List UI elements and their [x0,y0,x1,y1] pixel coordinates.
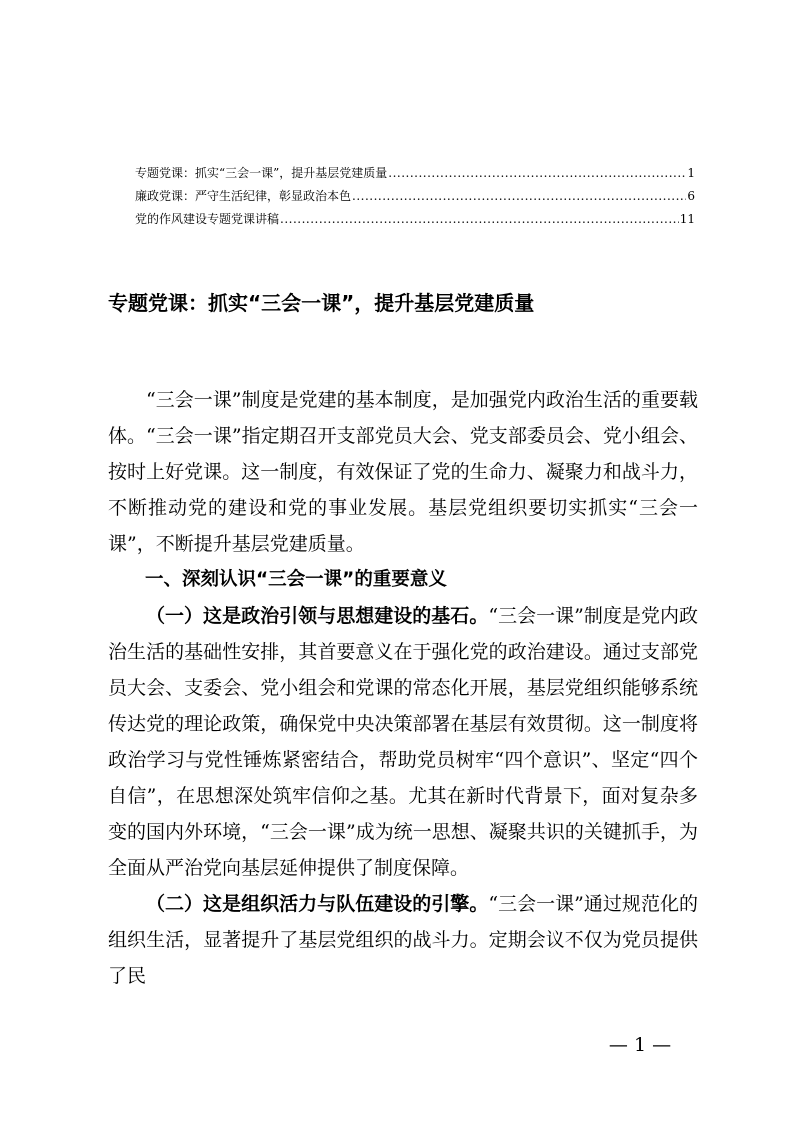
section-heading: 一、深刻认识“三会一课”的重要意义 [145,569,447,590]
subsection-text: “三会一课”制度是党内政治生活的基础性安排，其首要意义在于强化党的政治建设。通过支部党员大会、支委会、党小组会和党课的常态化开展，基层党组织能够系统传达党的理论政策，确保党中央决策部署在基层有效贯彻。这一制度将政治学习与党性锤炼紧密结合，帮助党员树牢“四个意识”、坚定“四个自信”，在思想深处筑牢信仰之基。尤其在新时代背景下，面对复杂多变的国内外环境，“三会一课”成为统一思想、凝聚共识的关键抓手，为全面从严治党向基层延伸提供了制度保障。 [108,605,698,879]
toc-leader-dots [388,162,686,185]
document-title: 专题党课：抓实“三会一课”，提升基层党建质量 [108,291,535,315]
toc-entry-title: 专题党课：抓实“三会一课”，提升基层党建质量 [135,166,388,180]
toc-entry[interactable] [135,208,695,231]
toc-entry-page: 1 [687,166,695,180]
toc-entry-page: 11 [679,212,695,226]
toc-entry-page: 6 [687,189,695,203]
toc-leader-dots [352,185,686,208]
toc-entry[interactable] [135,162,695,185]
subsection-heading: （二）这是组织活力与队伍建设的引擎。 [146,893,489,915]
intro-paragraph: “三会一课”制度是党建的基本制度，是加强党内政治生活的重要载体。“三会一课”指定期召开支部党员大会、党支部委员会、党小组会、按时上好党课。这一制度，有效保证了党的生命力、凝聚力和战斗力，不断推动党的建设和党的事业发展。基层党组织要切实抓实“三会一课”，不断提升基层党建质量。 [108,389,698,555]
toc-entry[interactable] [135,185,695,208]
table-of-contents [135,162,695,231]
subsection-heading: （一）这是政治引领与思想建设的基石。 [146,605,489,627]
page-number: — 1 — [608,1034,672,1056]
toc-leader-dots [280,208,679,231]
body-paragraph [108,886,698,994]
toc-entry-title: 廉政党课：严守生活纪律，彰显政治本色 [135,189,352,203]
document-body [108,382,698,994]
body-paragraph [108,598,698,886]
subsection-text: “三会一课”通过规范化的组织生活，显著提升了基层党组织的战斗力。定期会议不仅为党员提供了民 [108,893,698,987]
toc-entry-title: 党的作风建设专题党课讲稿 [135,212,280,226]
